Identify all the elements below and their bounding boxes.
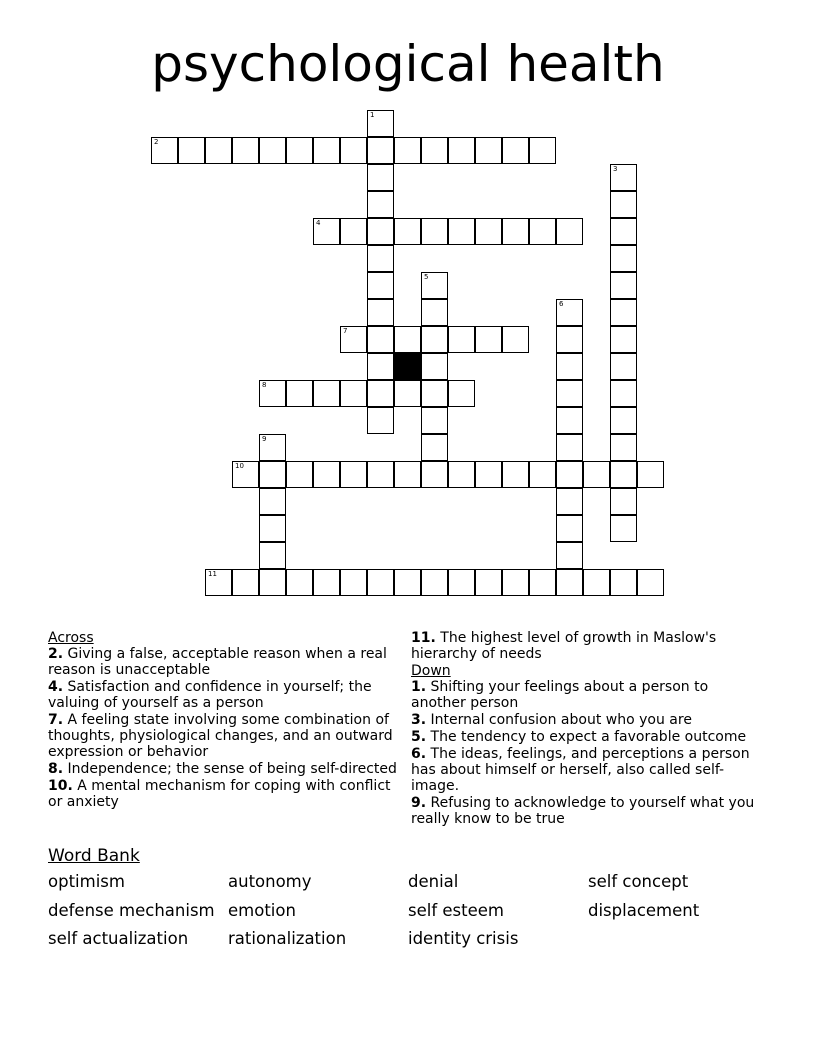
clue-down-6 (411, 746, 763, 794)
clues-left-column (48, 630, 400, 811)
grid-cell[interactable] (286, 380, 313, 407)
black-cell (394, 353, 421, 380)
clue-number: 3. (411, 712, 427, 728)
grid-cell[interactable] (367, 191, 394, 218)
grid-cell[interactable] (421, 137, 448, 164)
cell-number: 11 (208, 570, 217, 578)
grid-cell[interactable] (529, 569, 556, 596)
grid-cell[interactable] (448, 137, 475, 164)
grid-cell[interactable] (151, 137, 178, 164)
grid-cell[interactable] (205, 569, 232, 596)
grid-cell[interactable] (475, 569, 502, 596)
grid-cell[interactable] (394, 218, 421, 245)
word-bank-item: denial (408, 872, 459, 891)
clue-text: The tendency to expect a favorable outcome (430, 729, 747, 745)
grid-cell[interactable] (340, 326, 367, 353)
grid-cell[interactable] (367, 569, 394, 596)
grid-cell[interactable] (556, 299, 583, 326)
clue-number: 10. (48, 778, 73, 794)
grid-cell[interactable] (610, 299, 637, 326)
grid-cell[interactable] (610, 353, 637, 380)
grid-cell[interactable] (610, 164, 637, 191)
grid-cell[interactable] (259, 488, 286, 515)
word-bank-item: displacement (588, 900, 700, 920)
grid-cell[interactable] (556, 542, 583, 569)
grid-cell[interactable] (475, 218, 502, 245)
grid-cell[interactable] (475, 137, 502, 164)
grid-cell[interactable] (367, 353, 394, 380)
grid-cell[interactable] (232, 137, 259, 164)
clue-text: A mental mechanism for coping with conflict or anxiety (48, 778, 391, 810)
grid-cell[interactable] (610, 245, 637, 272)
grid-cell[interactable] (529, 218, 556, 245)
clue-number: 4. (48, 679, 64, 695)
clue-down-3 (411, 712, 763, 728)
grid-cell[interactable] (529, 137, 556, 164)
grid-cell[interactable] (286, 461, 313, 488)
grid-cell[interactable] (367, 164, 394, 191)
grid-cell[interactable] (367, 218, 394, 245)
grid-cell[interactable] (421, 380, 448, 407)
grid-cell[interactable] (610, 461, 637, 488)
clue-number: 2. (48, 646, 64, 662)
grid-cell[interactable] (421, 326, 448, 353)
grid-cell[interactable] (394, 380, 421, 407)
grid-cell[interactable] (259, 461, 286, 488)
grid-cell[interactable] (502, 461, 529, 488)
cell-number: 3 (613, 165, 618, 173)
clue-text: Shifting your feelings about a person to another person (411, 679, 709, 711)
grid-cell[interactable] (286, 569, 313, 596)
cell-number: 7 (343, 327, 348, 335)
word-bank-item: emotion (228, 900, 296, 920)
grid-cell[interactable] (583, 569, 610, 596)
grid-cell[interactable] (556, 353, 583, 380)
grid-cell[interactable] (448, 326, 475, 353)
grid-cell[interactable] (556, 515, 583, 542)
clue-number: 1. (411, 679, 427, 695)
grid-cell[interactable] (421, 218, 448, 245)
word-bank-item: defense mechanism (48, 900, 215, 920)
word-bank-item: rationalization (228, 929, 347, 948)
grid-cell[interactable] (448, 218, 475, 245)
grid-cell[interactable] (232, 461, 259, 488)
grid-cell[interactable] (448, 569, 475, 596)
clue-across-2 (48, 646, 400, 678)
grid-cell[interactable] (367, 245, 394, 272)
grid-cell[interactable] (367, 380, 394, 407)
grid-cell[interactable] (556, 569, 583, 596)
clue-text: Refusing to acknowledge to yourself what you really know to be true (411, 795, 755, 827)
grid-cell[interactable] (367, 272, 394, 299)
clue-number: 11. (411, 630, 436, 646)
grid-cell[interactable] (421, 272, 448, 299)
word-bank-item: autonomy (228, 872, 312, 891)
grid-cell[interactable] (178, 137, 205, 164)
grid-cell[interactable] (205, 137, 232, 164)
clue-down-9 (411, 795, 763, 827)
grid-cell[interactable] (340, 569, 367, 596)
grid-cell[interactable] (421, 299, 448, 326)
grid-cell[interactable] (313, 380, 340, 407)
grid-cell[interactable] (421, 461, 448, 488)
cell-number: 8 (262, 381, 267, 389)
grid-cell[interactable] (259, 569, 286, 596)
grid-cell[interactable] (556, 218, 583, 245)
grid-cell[interactable] (556, 461, 583, 488)
grid-cell[interactable] (448, 380, 475, 407)
grid-cell[interactable] (421, 353, 448, 380)
grid-cell[interactable] (367, 326, 394, 353)
grid-cell[interactable] (367, 299, 394, 326)
clue-text: The highest level of growth in Maslow's hierarchy of needs (411, 630, 717, 662)
cell-number: 6 (559, 300, 564, 308)
grid-cell[interactable] (583, 461, 610, 488)
clue-across-4 (48, 679, 400, 711)
grid-cell[interactable] (610, 515, 637, 542)
clue-text: The ideas, feelings, and perceptions a person has about himself or herself, also called self-image. (411, 746, 750, 794)
grid-cell[interactable] (610, 380, 637, 407)
grid-cell[interactable] (637, 569, 664, 596)
grid-cell[interactable] (286, 137, 313, 164)
grid-cell[interactable] (421, 434, 448, 461)
grid-cell[interactable] (502, 137, 529, 164)
grid-cell[interactable] (340, 461, 367, 488)
grid-cell[interactable] (529, 461, 556, 488)
grid-cell[interactable] (556, 380, 583, 407)
grid-cell[interactable] (259, 515, 286, 542)
clue-number: 6. (411, 746, 427, 762)
grid-cell[interactable] (340, 137, 367, 164)
grid-cell[interactable] (475, 461, 502, 488)
grid-cell[interactable] (394, 137, 421, 164)
grid-cell[interactable] (313, 137, 340, 164)
grid-cell[interactable] (610, 488, 637, 515)
grid-cell[interactable] (502, 326, 529, 353)
clue-text: A feeling state involving some combination of thoughts, physiological changes, and an outward expression or behavior (48, 712, 393, 760)
grid-cell[interactable] (610, 434, 637, 461)
clue-number: 5. (411, 729, 427, 745)
clue-number: 9. (411, 795, 427, 811)
puzzle-title: psychological health (151, 35, 665, 93)
cell-number: 2 (154, 138, 159, 146)
cell-number: 4 (316, 219, 321, 227)
grid-cell[interactable] (394, 569, 421, 596)
grid-cell[interactable] (556, 407, 583, 434)
grid-cell[interactable] (610, 569, 637, 596)
clue-number: 7. (48, 712, 64, 728)
clue-across-7 (48, 712, 400, 760)
cell-number: 9 (262, 435, 267, 443)
word-bank-item: self actualization (48, 929, 189, 948)
grid-cell[interactable] (232, 569, 259, 596)
grid-cell[interactable] (259, 137, 286, 164)
clues-right-column (411, 630, 763, 828)
word-bank-item: optimism (48, 872, 125, 891)
word-bank-title: Word Bank (48, 846, 140, 866)
word-bank-item: identity crisis (408, 929, 519, 948)
grid-cell[interactable] (448, 461, 475, 488)
grid-cell[interactable] (421, 407, 448, 434)
grid-cell[interactable] (367, 137, 394, 164)
grid-cell[interactable] (340, 380, 367, 407)
clue-down-5 (411, 729, 763, 745)
down-heading: Down (411, 663, 451, 679)
grid-cell[interactable] (421, 569, 448, 596)
grid-cell[interactable] (394, 326, 421, 353)
grid-cell[interactable] (556, 326, 583, 353)
cell-number: 10 (235, 462, 244, 470)
clue-text: Satisfaction and confidence in yourself; the valuing of yourself as a person (48, 679, 372, 711)
grid-cell[interactable] (610, 272, 637, 299)
grid-cell[interactable] (610, 191, 637, 218)
grid-cell[interactable] (475, 326, 502, 353)
word-bank-item: self esteem (408, 900, 504, 920)
grid-cell[interactable] (259, 542, 286, 569)
grid-cell[interactable] (313, 461, 340, 488)
grid-cell[interactable] (313, 218, 340, 245)
clue-text: Internal confusion about who you are (430, 712, 692, 728)
word-bank-item: self concept (588, 872, 689, 891)
clue-text: Giving a false, acceptable reason when a real reason is unacceptable (48, 646, 387, 678)
grid-cell[interactable] (367, 407, 394, 434)
grid-cell[interactable] (502, 218, 529, 245)
grid-cell[interactable] (610, 326, 637, 353)
grid-cell[interactable] (394, 461, 421, 488)
grid-cell[interactable] (637, 461, 664, 488)
grid-cell[interactable] (367, 110, 394, 137)
clue-down-1 (411, 679, 763, 711)
grid-cell[interactable] (556, 434, 583, 461)
grid-cell[interactable] (259, 434, 286, 461)
grid-cell[interactable] (340, 218, 367, 245)
grid-cell[interactable] (313, 569, 340, 596)
clue-text: Independence; the sense of being self-directed (67, 761, 397, 777)
cell-number: 1 (370, 111, 375, 119)
clue-across-11 (411, 630, 763, 662)
clue-number: 8. (48, 761, 64, 777)
grid-cell[interactable] (610, 218, 637, 245)
grid-cell[interactable] (610, 407, 637, 434)
clue-across-10 (48, 778, 400, 810)
grid-cell[interactable] (556, 488, 583, 515)
cell-number: 5 (424, 273, 429, 281)
clue-across-8 (48, 761, 400, 777)
grid-cell[interactable] (259, 380, 286, 407)
across-heading: Across (48, 630, 94, 646)
grid-cell[interactable] (367, 461, 394, 488)
grid-cell[interactable] (502, 569, 529, 596)
